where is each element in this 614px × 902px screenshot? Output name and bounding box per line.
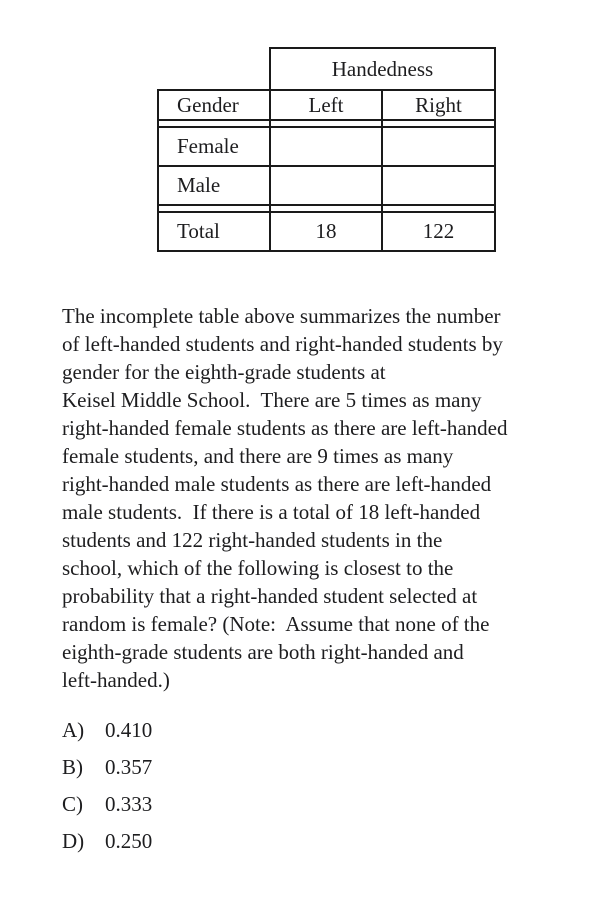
table-cell-total-label: Total	[158, 212, 270, 251]
question-line: random is female? (Note: Assume that none of the	[62, 612, 490, 636]
question-line: school, which of the following is closest to the	[62, 556, 454, 580]
question-line: gender for the eighth-grade students at	[62, 360, 386, 384]
table-row-female	[158, 127, 495, 166]
choice-letter: D)	[62, 829, 85, 853]
question-line: The incomplete table above summarizes the number	[62, 304, 501, 328]
table-cell-total-right: 122	[382, 212, 495, 251]
question-line: eighth-grade students are both right-handed and	[62, 640, 464, 664]
question-line: right-handed male students as there are left-handed	[62, 472, 492, 496]
table-col-header-left: Left	[270, 90, 382, 120]
choice-value: 0.250	[105, 829, 153, 853]
table-double-rule-spacer	[158, 120, 495, 127]
choice-value: 0.333	[105, 792, 153, 816]
table-cell-male-label: Male	[158, 166, 270, 205]
table-cell-blank	[158, 48, 270, 90]
choice-row-a	[62, 716, 152, 744]
handedness-table	[157, 47, 496, 252]
choice-row-d	[62, 827, 152, 855]
table-cell-female-left	[270, 127, 382, 166]
question-line: Keisel Middle School. There are 5 times as many	[62, 388, 482, 412]
question-line: of left-handed students and right-handed students by	[62, 332, 503, 356]
question-line: female students, and there are 9 times as many	[62, 444, 454, 468]
table-double-rule-spacer	[158, 205, 495, 212]
table-row-male	[158, 166, 495, 205]
choice-value: 0.357	[105, 755, 153, 779]
table-row-column-headers	[158, 90, 495, 120]
question-line: male students. If there is a total of 18 left-handed	[62, 500, 481, 524]
choice-row-b	[62, 753, 152, 781]
table-cell-male-right	[382, 166, 495, 205]
table-header-handedness: Handedness	[270, 48, 495, 90]
table-cell-male-left	[270, 166, 382, 205]
question-text	[62, 302, 602, 694]
choice-value: 0.410	[105, 718, 153, 742]
question-line: left-handed.)	[62, 668, 170, 692]
answer-choices	[62, 716, 152, 855]
table-cell-total-left: 18	[270, 212, 382, 251]
question-line: probability that a right-handed student selected at	[62, 584, 478, 608]
choice-letter: C)	[62, 792, 83, 816]
table-row-total	[158, 212, 495, 251]
choice-letter: B)	[62, 755, 83, 779]
table-col-header-gender: Gender	[158, 90, 270, 120]
question-line: right-handed female students as there are left-handed	[62, 416, 508, 440]
question-line: students and 122 right-handed students in the	[62, 528, 443, 552]
table-row-handedness-header	[158, 48, 495, 90]
choice-row-c	[62, 790, 152, 818]
table-col-header-right: Right	[382, 90, 495, 120]
choice-letter: A)	[62, 718, 85, 742]
table-cell-female-right	[382, 127, 495, 166]
table-cell-female-label: Female	[158, 127, 270, 166]
